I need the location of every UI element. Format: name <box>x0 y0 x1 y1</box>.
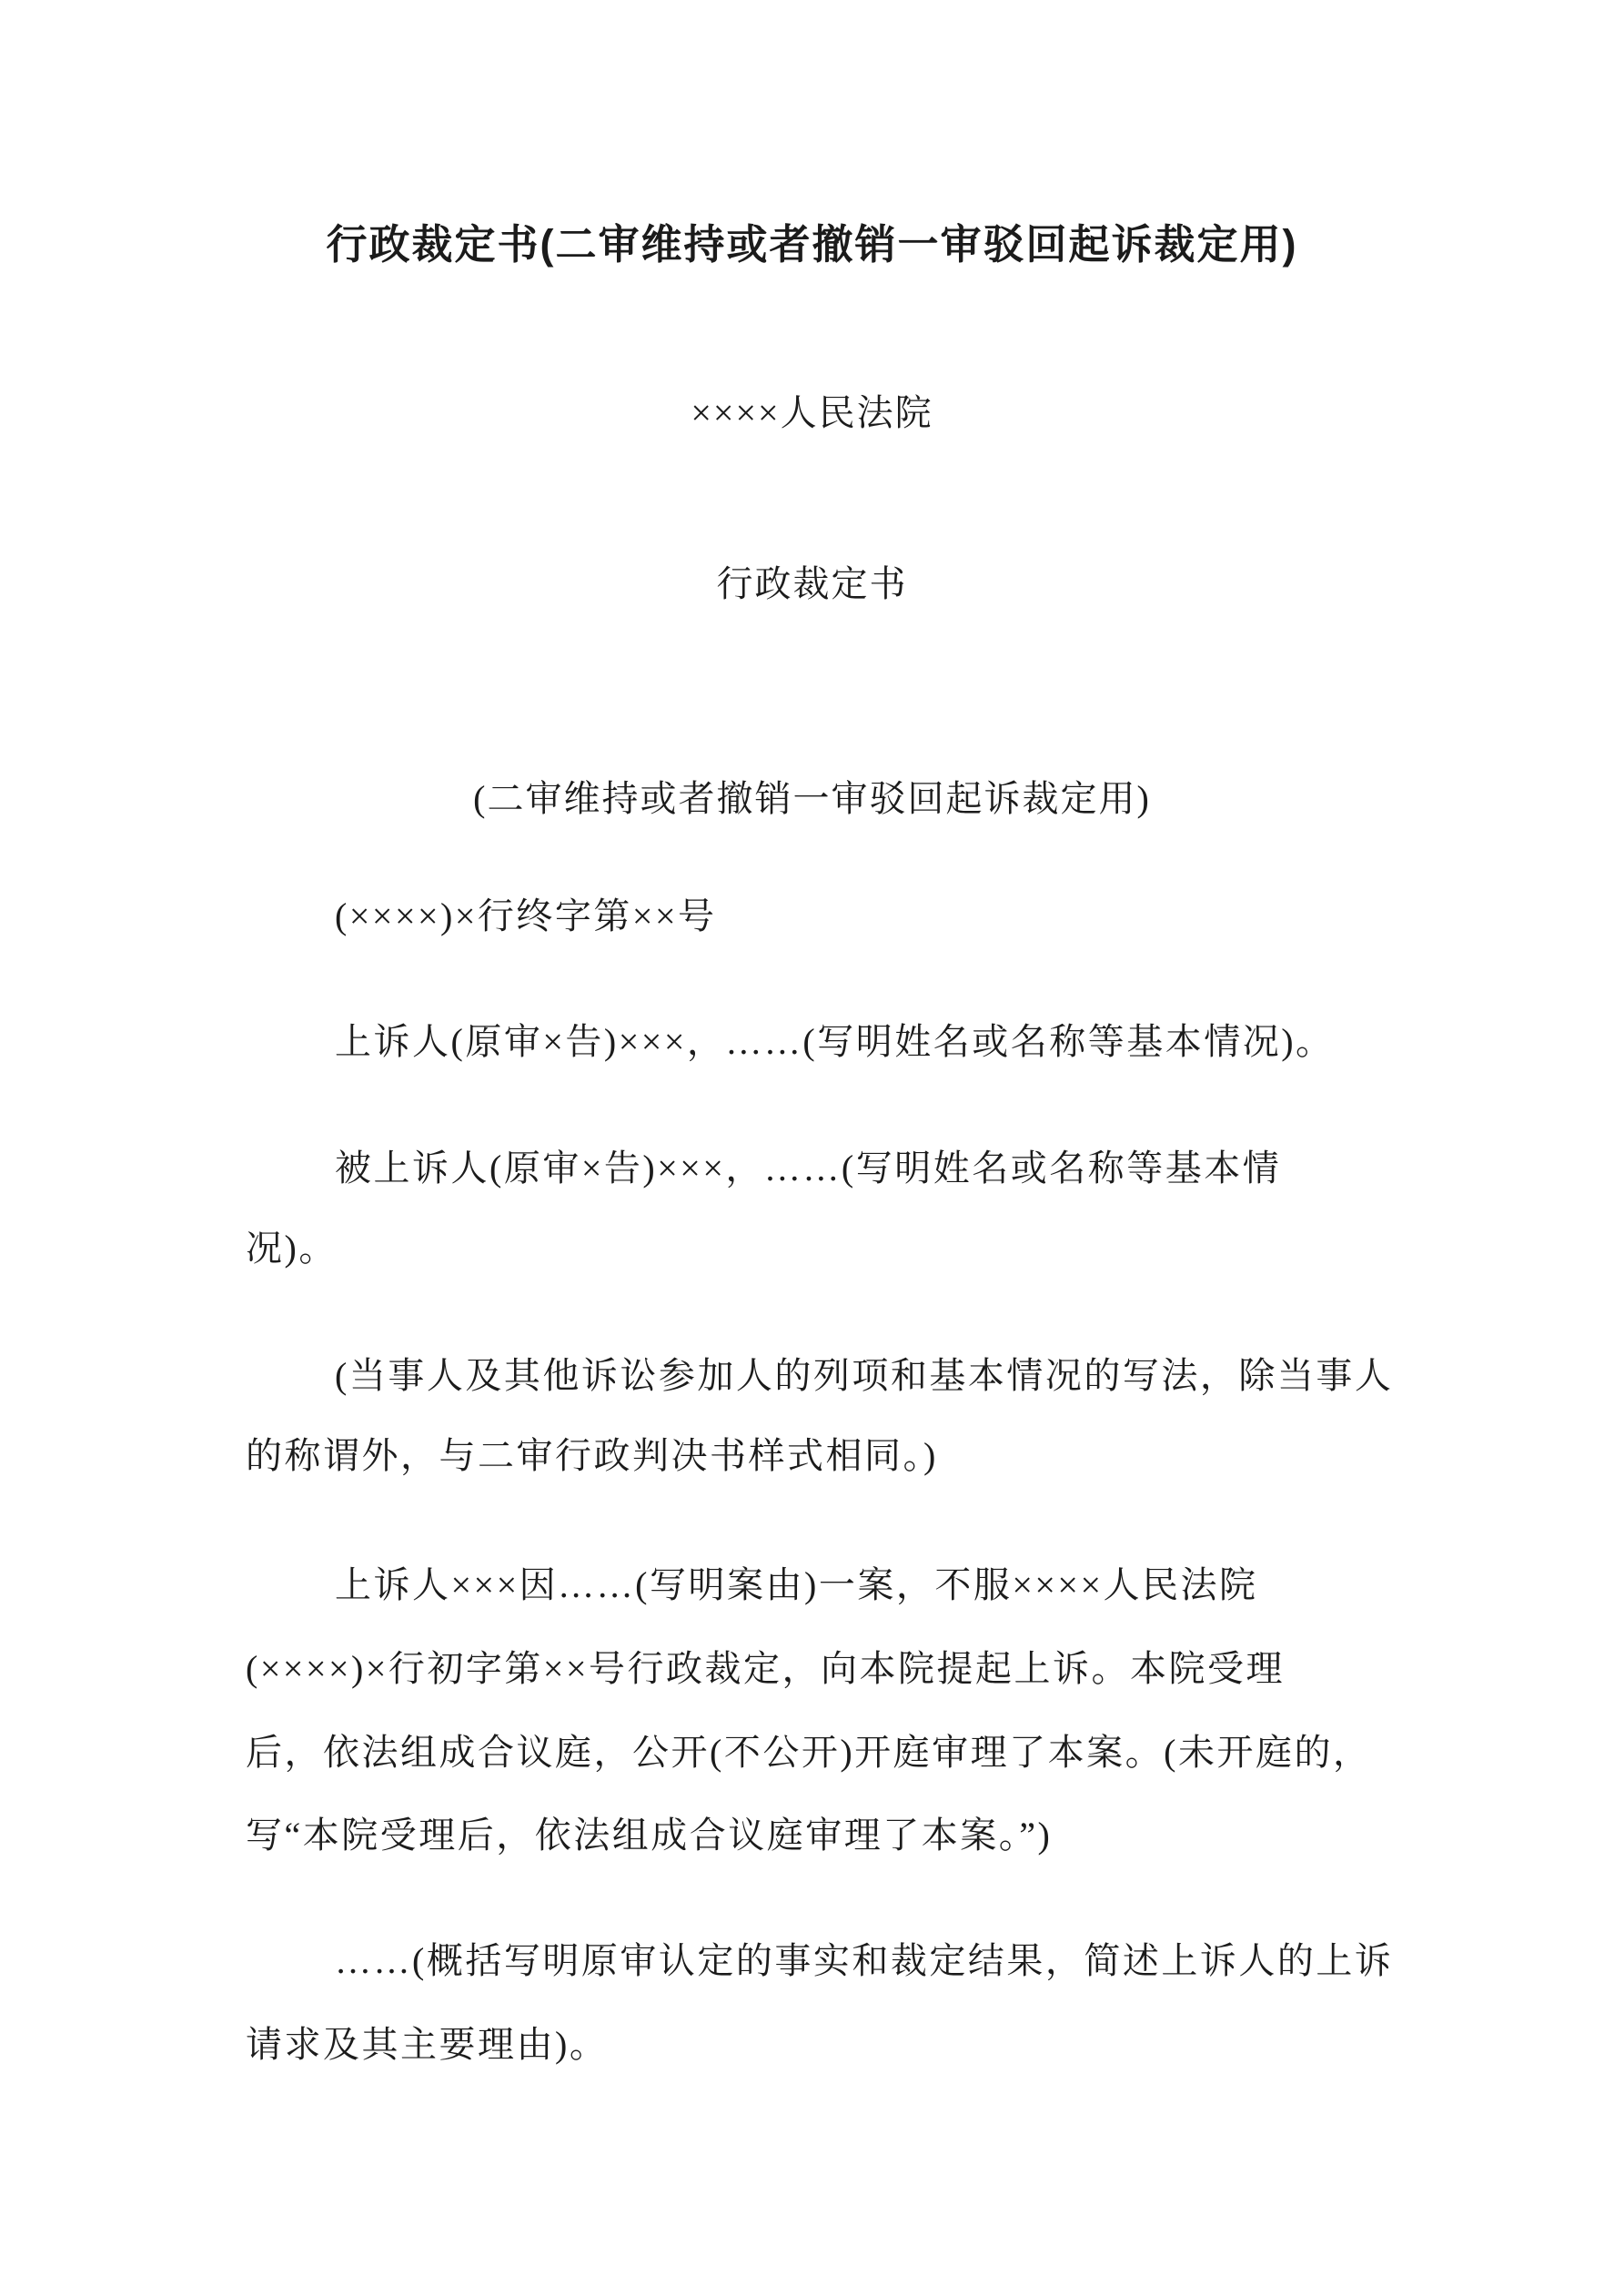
document-type: 行政裁定书 <box>716 563 908 604</box>
case-intro-line-3: 后，依法组成合议庭，公开(不公开)开庭审理了本案。(未开庭的， <box>246 1732 1372 1773</box>
court-name: ××××人民法院 <box>691 392 933 433</box>
parties-note-line-1: (当事人及其他诉讼参加人的列项和基本情况的写法，除当事人 <box>335 1355 1394 1396</box>
usage-note: (二审维持或者撤销一审驳回起诉裁定用) <box>473 778 1151 819</box>
case-number: (××××)×行终字第××号 <box>335 895 717 936</box>
case-intro-line-2: (××××)×行初字第××号行政裁定，向本院提起上诉。本院受理 <box>246 1648 1286 1689</box>
case-intro-line-1: 上诉人×××因……(写明案由)一案，不服××××人民法院 <box>335 1564 1258 1605</box>
appellant-line: 上诉人(原审×告)×××，……(写明姓名或名称等基本情况)。 <box>335 1021 1335 1062</box>
document-title: 行政裁定书(二审维持或者撤销一审驳回起诉裁定用) <box>326 221 1298 268</box>
case-intro-line-4: 写“本院受理后，依法组成合议庭审理了本案。”) <box>246 1815 1053 1856</box>
appellee-line-1: 被上诉人(原审×告)×××，……(写明姓名或名称等基本情 <box>335 1148 1282 1188</box>
parties-note-line-2: 的称谓外，与二审行政判决书样式相同。) <box>246 1435 938 1476</box>
facts-summary-line-2: 请求及其主要理由)。 <box>246 2024 609 2065</box>
appellee-line-2: 况)。 <box>246 1228 338 1269</box>
facts-summary-line-1: ……(概括写明原审认定的事实和裁定结果，简述上诉人的上诉 <box>335 1940 1394 1981</box>
